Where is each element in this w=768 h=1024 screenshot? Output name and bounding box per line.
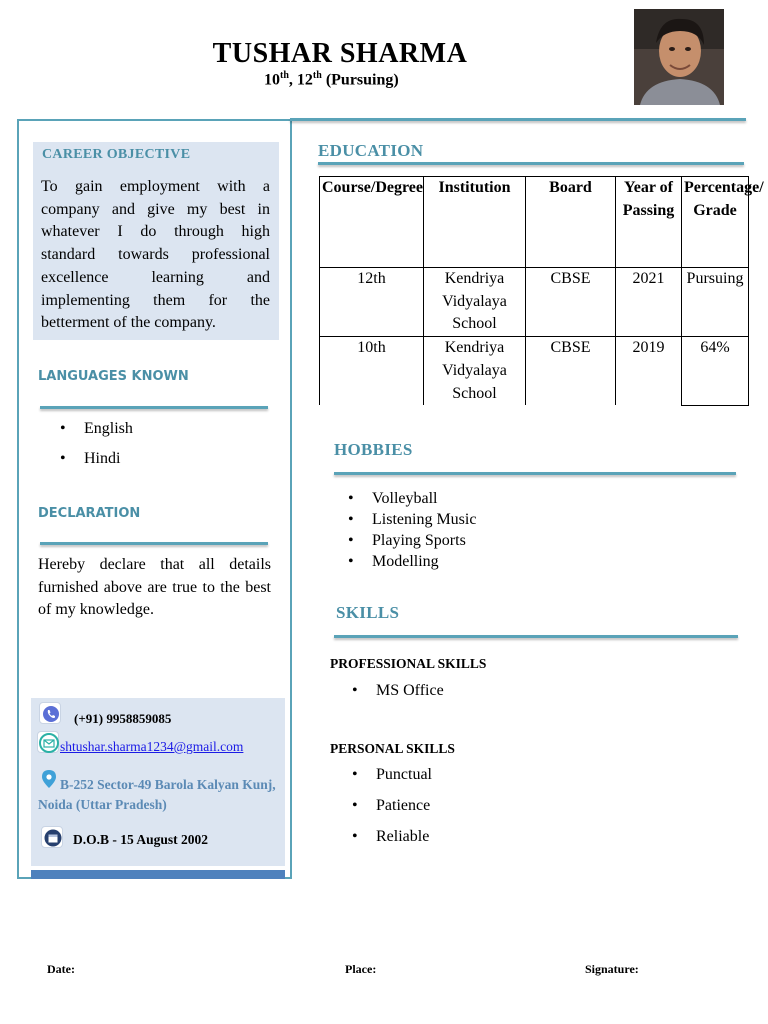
candidate-name: TUSHAR SHARMA — [212, 38, 468, 69]
career-objective-heading: CAREER OBJECTIVE — [42, 147, 191, 162]
table-cell: 10th — [320, 337, 424, 406]
skill-label: Patience — [376, 797, 431, 814]
language-item-label: Hindi — [84, 450, 121, 467]
personal-skills-list — [352, 764, 432, 857]
hobbies-divider — [334, 472, 736, 475]
list-item: • Volleyball — [348, 490, 438, 507]
table-cell: 2019 — [616, 337, 682, 406]
declaration-text: Hereby declare that all details furnished above are true to the best of my knowledge. — [38, 556, 271, 619]
skill-label: MS Office — [376, 682, 444, 699]
languages-divider — [40, 406, 268, 409]
list-item: • Hindi — [60, 450, 121, 467]
languages-heading: LANGUAGES KNOWN — [38, 369, 189, 384]
table-cell: CBSE — [526, 337, 616, 406]
hobbies-list — [348, 488, 476, 572]
table-cell: CBSE — [526, 268, 616, 337]
declaration-heading: DECLARATION — [38, 506, 141, 521]
profile-photo — [634, 9, 724, 105]
table-header-row — [320, 177, 749, 268]
table-cell: 2021 — [616, 268, 682, 337]
personal-skills-heading: PERSONAL SKILLS — [330, 741, 455, 756]
table-row — [320, 268, 749, 337]
signature-label: Signature: — [585, 962, 639, 976]
table-cell: Kendriya Vidyalaya School — [424, 268, 526, 337]
education-heading: EDUCATION — [318, 141, 424, 160]
hobby-label: Listening Music — [372, 511, 477, 528]
email-icon — [37, 731, 59, 753]
column-header: Course/Degree — [320, 177, 424, 268]
skill-label: Reliable — [376, 828, 430, 845]
column-header: Percentage/ Grade — [682, 177, 749, 268]
address-text: B-252 Sector-49 Barola Kalyan Kunj, Noida (Uttar Pradesh) — [38, 777, 276, 812]
list-item: • Reliable — [352, 828, 430, 845]
list-item: • English — [60, 420, 133, 437]
list-item: • Punctual — [352, 766, 432, 783]
phone-number: (+91) 9958859085 — [74, 711, 172, 726]
qual-sep: , 12 — [288, 71, 313, 89]
list-item: • Modelling — [348, 553, 439, 570]
contact-panel-bar — [31, 870, 285, 879]
column-header: Board — [526, 177, 616, 268]
list-item: • Playing Sports — [348, 532, 466, 549]
header-divider — [290, 118, 746, 121]
table-cell: Pursuing — [682, 268, 749, 337]
education-divider — [318, 162, 744, 165]
qual-10-suffix: th — [280, 70, 289, 81]
phone-icon — [39, 702, 61, 724]
list-item: • Patience — [352, 797, 431, 814]
professional-skills-list — [352, 680, 444, 702]
hobby-label: Modelling — [372, 553, 439, 570]
education-table — [319, 176, 764, 406]
table-row — [320, 337, 749, 406]
skill-label: Punctual — [376, 766, 432, 783]
email-link[interactable]: shtushar.sharma1234@gmail.com — [60, 739, 244, 754]
calendar-icon — [41, 826, 63, 848]
hobbies-heading: HOBBIES — [334, 440, 413, 459]
date-of-birth: D.O.B - 15 August 2002 — [73, 832, 209, 847]
language-item-label: English — [84, 420, 133, 437]
table-cell: Kendriya Vidyalaya School — [424, 337, 526, 406]
qualification-line — [264, 70, 399, 89]
table-cell: 12th — [320, 268, 424, 337]
skills-divider — [334, 635, 738, 638]
declaration-divider — [40, 542, 268, 545]
hobby-label: Volleyball — [372, 490, 438, 507]
column-header: Institution — [424, 177, 526, 268]
list-item: • MS Office — [352, 682, 444, 699]
qual-10: 10 — [264, 71, 280, 89]
qual-status: (Pursuing) — [321, 71, 399, 89]
qual-12-suffix: th — [312, 70, 322, 81]
column-header: Year of Passing — [616, 177, 682, 268]
place-label: Place: — [345, 962, 377, 976]
skills-heading: SKILLS — [336, 603, 400, 622]
career-objective-text: To gain employment with a company and give my best in whatever I do through high standard towards professional excellence learning and implementing them for the betterment of the company. — [41, 178, 270, 332]
languages-list — [60, 418, 133, 478]
list-item: • Listening Music — [348, 511, 477, 528]
table-cell: 64% — [682, 337, 749, 406]
professional-skills-heading: PROFESSIONAL SKILLS — [330, 656, 487, 671]
date-label: Date: — [47, 962, 75, 976]
hobby-label: Playing Sports — [372, 532, 466, 549]
